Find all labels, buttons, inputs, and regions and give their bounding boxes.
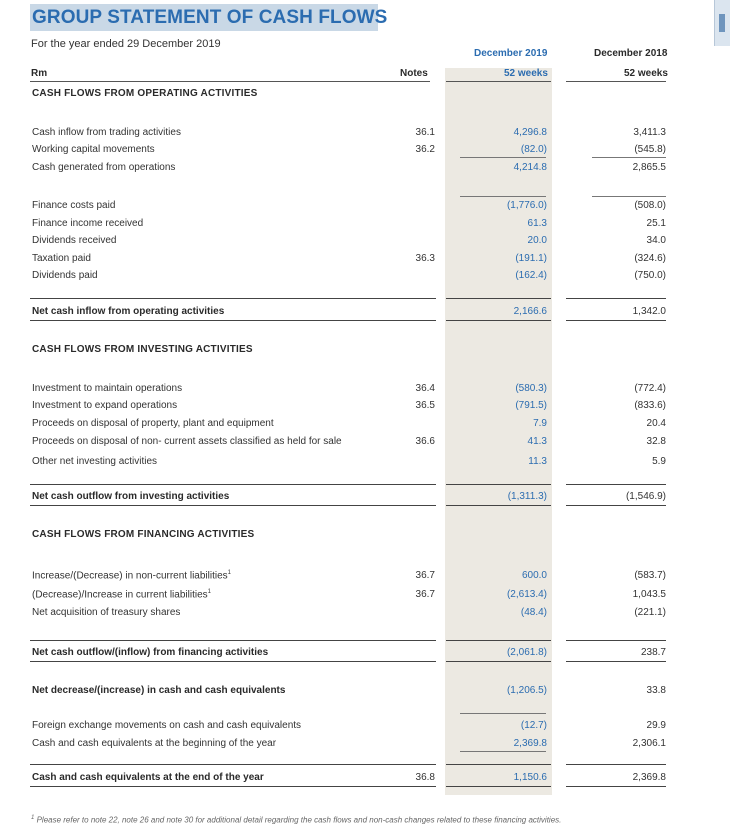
total-rule bbox=[30, 320, 436, 321]
row-value-2019: (1,206.5) bbox=[506, 685, 547, 696]
row-label: Proceeds on disposal of non- current assets classified as held for sale bbox=[32, 436, 342, 447]
block-rule bbox=[592, 196, 666, 197]
row-value-2019: 7.9 bbox=[533, 418, 547, 429]
row-label: Cash inflow from trading activities bbox=[32, 127, 181, 138]
row-value-2018: 33.8 bbox=[646, 685, 666, 696]
row-value-2018: 20.4 bbox=[646, 418, 666, 429]
row-value-2019: (1,776.0) bbox=[506, 200, 547, 211]
row-value-2018: (833.6) bbox=[634, 400, 666, 411]
row-value-2018: (324.6) bbox=[634, 253, 666, 264]
total-label: Net cash outflow from investing activities bbox=[32, 491, 230, 502]
col-2018-heading: December 2018 bbox=[594, 48, 668, 59]
row-value-2019: 2,369.8 bbox=[513, 738, 547, 749]
side-tab-marker bbox=[719, 14, 725, 32]
row-value-2018: 2,865.5 bbox=[632, 162, 666, 173]
total-rule bbox=[566, 661, 666, 662]
unit-heading: Rm bbox=[31, 68, 48, 79]
total-rule bbox=[30, 661, 436, 662]
total-rule bbox=[30, 786, 436, 787]
section-investing: CASH FLOWS FROM INVESTING ACTIVITIES bbox=[32, 344, 253, 355]
row-label: Cash generated from operations bbox=[32, 162, 176, 173]
notes-heading: Notes bbox=[400, 68, 428, 79]
total-label: Net cash inflow from operating activities bbox=[32, 306, 225, 317]
row-label: Net acquisition of treasury shares bbox=[32, 607, 181, 618]
total-rule bbox=[446, 640, 551, 641]
row-label: Net decrease/(increase) in cash and cash equivalents bbox=[32, 685, 286, 696]
row-value-2019: (82.0) bbox=[520, 144, 547, 155]
total-rule bbox=[566, 764, 666, 765]
header-rule-2019 bbox=[446, 81, 551, 82]
total-rule bbox=[446, 505, 551, 506]
row-value-2019: 20.0 bbox=[527, 235, 547, 246]
total-value-2019: (2,061.8) bbox=[506, 647, 547, 658]
total-rule bbox=[30, 764, 436, 765]
row-label: Dividends paid bbox=[32, 270, 98, 281]
total-rule bbox=[566, 786, 666, 787]
row-value-2018: 25.1 bbox=[646, 218, 666, 229]
row-value-2019: 4,214.8 bbox=[513, 162, 547, 173]
row-value-2019: 4,296.8 bbox=[513, 127, 547, 138]
row-label: Finance income received bbox=[32, 218, 144, 229]
row-value-2019: (2,613.4) bbox=[506, 589, 547, 600]
row-label: Finance costs paid bbox=[32, 200, 116, 211]
total-rule bbox=[30, 484, 436, 485]
row-value-2018: (750.0) bbox=[634, 270, 666, 281]
row-label: Investment to expand operations bbox=[32, 400, 178, 411]
total-rule bbox=[566, 320, 666, 321]
col-2019-weeks: 52 weeks bbox=[504, 68, 548, 79]
footnote: $^1$ Please refer to note 22, note 26 and note 30 for additional detail regarding the cash flows and non-cash changes related to these financing activities. bbox=[31, 815, 562, 825]
total-rule bbox=[566, 640, 666, 641]
row-value-2018: 1,043.5 bbox=[632, 589, 666, 600]
block-rule bbox=[460, 196, 546, 197]
total-rule bbox=[446, 298, 551, 299]
row-value-2018: (545.8) bbox=[634, 144, 666, 155]
header-rule bbox=[30, 81, 430, 82]
side-tab[interactable] bbox=[714, 0, 730, 46]
total-rule bbox=[566, 484, 666, 485]
row-value-2018: (772.4) bbox=[634, 383, 666, 394]
total-rule bbox=[30, 640, 436, 641]
row-note: 36.7 bbox=[415, 589, 435, 600]
row-value-2019: (48.4) bbox=[520, 607, 547, 618]
row-value-2019: (791.5) bbox=[515, 400, 547, 411]
subtotal-rule bbox=[460, 751, 546, 752]
row-value-2018: 32.8 bbox=[646, 436, 666, 447]
row-label: Proceeds on disposal of property, plant and equipment bbox=[32, 418, 274, 429]
row-value-2018: (583.7) bbox=[634, 570, 666, 581]
row-value-2018: (508.0) bbox=[634, 200, 666, 211]
row-note: 36.1 bbox=[415, 127, 435, 138]
footnote-marker: 1 bbox=[207, 589, 211, 595]
total-value-2018: 238.7 bbox=[640, 647, 666, 658]
row-label: Other net investing activities bbox=[32, 456, 158, 467]
row-value-2019: 61.3 bbox=[527, 218, 547, 229]
row-value-2019: (191.1) bbox=[515, 253, 547, 264]
row-label: Cash and cash equivalents at the beginning of the year bbox=[32, 738, 277, 749]
row-note: 36.3 bbox=[415, 253, 435, 264]
row-label: Taxation paid bbox=[32, 253, 91, 264]
total-rule bbox=[566, 298, 666, 299]
row-value-2019: (580.3) bbox=[515, 383, 547, 394]
total-value-2018: 2,369.8 bbox=[632, 772, 666, 783]
row-value-2019: 41.3 bbox=[527, 436, 547, 447]
row-note: 36.4 bbox=[415, 383, 435, 394]
row-value-2018: 2,306.1 bbox=[632, 738, 666, 749]
row-label: Foreign exchange movements on cash and cash equivalents bbox=[32, 720, 302, 731]
subtotal-rule bbox=[592, 157, 666, 158]
row-value-2018: 5.9 bbox=[652, 456, 666, 467]
total-value-2019: 2,166.6 bbox=[513, 306, 547, 317]
row-note: 36.8 bbox=[415, 772, 435, 783]
total-rule bbox=[446, 786, 551, 787]
row-label: (Decrease)/Increase in current liabilities$^1$ bbox=[32, 589, 211, 601]
row-label: Investment to maintain operations bbox=[32, 383, 183, 394]
page-subtitle: For the year ended 29 December 2019 bbox=[31, 38, 221, 50]
total-value-2018: 1,342.0 bbox=[632, 306, 666, 317]
total-rule bbox=[446, 320, 551, 321]
row-value-2018: 29.9 bbox=[646, 720, 666, 731]
row-label: Increase/(Decrease) in non-current liabilities$^1$ bbox=[32, 570, 231, 582]
row-note: 36.5 bbox=[415, 400, 435, 411]
total-value-2019: 1,150.6 bbox=[513, 772, 547, 783]
row-value-2018: 3,411.3 bbox=[633, 127, 666, 138]
header-rule-2018 bbox=[566, 81, 666, 82]
row-note: 36.6 bbox=[415, 436, 435, 447]
col-2019-heading: December 2019 bbox=[474, 48, 548, 59]
row-note: 36.7 bbox=[415, 570, 435, 581]
total-label: Net cash outflow/(inflow) from financing activities bbox=[32, 647, 269, 658]
footnote-marker: 1 bbox=[227, 570, 231, 576]
row-label: Working capital movements bbox=[32, 144, 155, 155]
row-value-2018: 34.0 bbox=[646, 235, 666, 246]
row-value-2019: (12.7) bbox=[520, 720, 547, 731]
footnote-marker: 1 bbox=[31, 815, 35, 821]
row-value-2018: (221.1) bbox=[634, 607, 666, 618]
total-value-2019: (1,311.3) bbox=[507, 491, 547, 502]
col-2018-weeks: 52 weeks bbox=[624, 68, 668, 79]
section-operating: CASH FLOWS FROM OPERATING ACTIVITIES bbox=[32, 88, 258, 99]
subtotal-rule bbox=[460, 157, 546, 158]
total-value-2018: (1,546.9) bbox=[625, 491, 666, 502]
row-label: Dividends received bbox=[32, 235, 117, 246]
row-value-2019: 600.0 bbox=[521, 570, 547, 581]
total-rule bbox=[30, 298, 436, 299]
section-financing: CASH FLOWS FROM FINANCING ACTIVITIES bbox=[32, 529, 255, 540]
block-rule bbox=[460, 713, 546, 714]
total-rule bbox=[446, 484, 551, 485]
page-title: GROUP STATEMENT OF CASH FLOWS bbox=[30, 4, 378, 31]
total-rule bbox=[30, 505, 436, 506]
total-label: Cash and cash equivalents at the end of the year bbox=[32, 772, 264, 783]
row-value-2019: (162.4) bbox=[515, 270, 547, 281]
row-value-2019: 11.3 bbox=[528, 456, 547, 467]
total-rule bbox=[446, 764, 551, 765]
total-rule bbox=[566, 505, 666, 506]
total-rule bbox=[446, 661, 551, 662]
row-note: 36.2 bbox=[415, 144, 435, 155]
